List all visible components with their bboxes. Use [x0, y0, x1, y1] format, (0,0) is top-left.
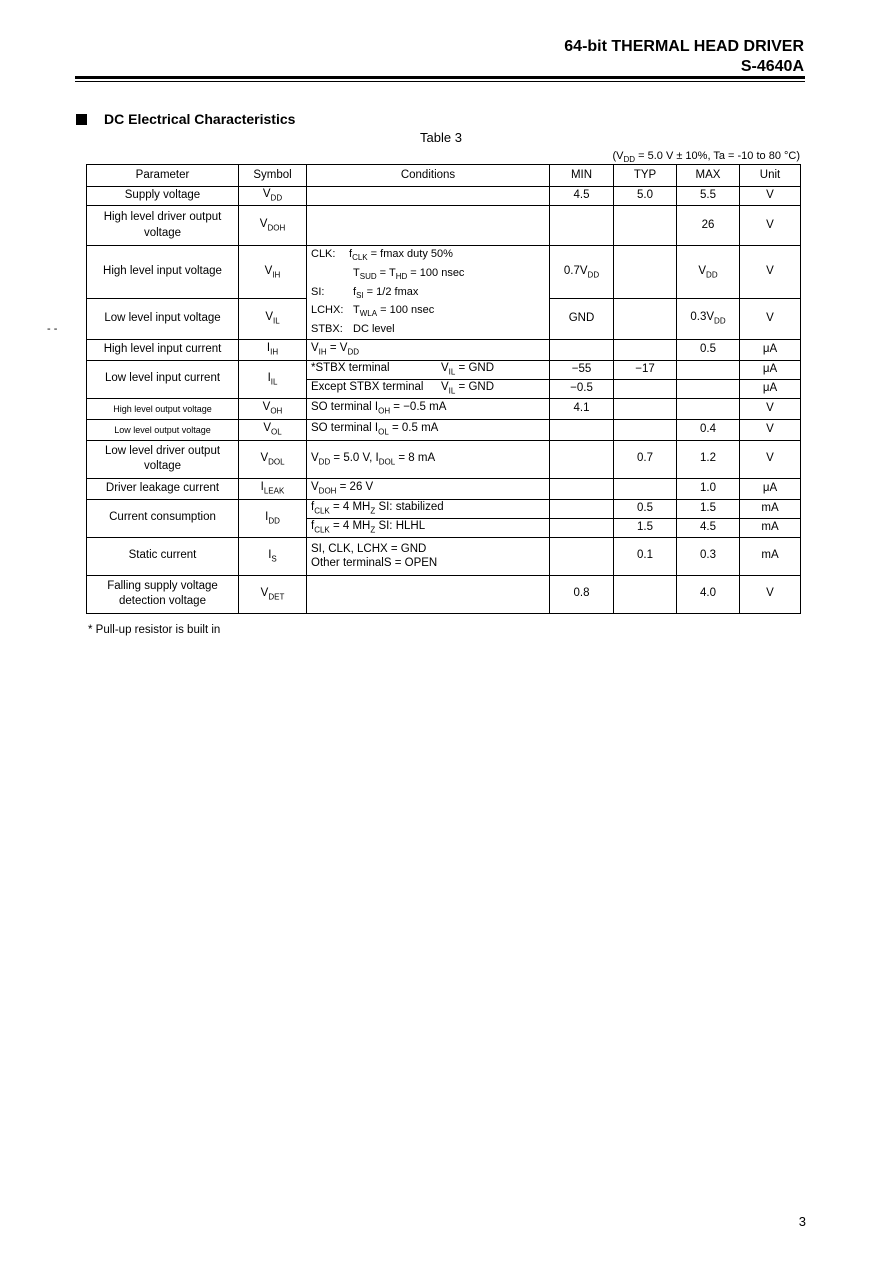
- typ-cell: 0.1: [614, 537, 677, 575]
- typ-cell: 0.5: [614, 499, 677, 518]
- conditions-cell: SO terminal $I_{OL} = 0.5$ mA: [307, 419, 550, 440]
- max-cell: 0.4: [677, 419, 740, 440]
- symbol-cell: $I_{LEAK}$: [239, 478, 307, 499]
- max-cell: 5.5: [677, 187, 740, 206]
- header-conditions: Conditions: [307, 165, 550, 187]
- param-cell: Current consumption: [87, 499, 239, 537]
- unit-cell: V: [740, 299, 801, 339]
- header-rule-thick: [75, 76, 805, 79]
- max-cell: $V_{DD}$: [677, 246, 740, 299]
- max-cell: 1.2: [677, 440, 740, 478]
- table-row: [87, 246, 801, 299]
- dc-characteristics-table: [86, 164, 801, 614]
- min-cell: 4.1: [550, 398, 614, 419]
- unit-cell: mA: [740, 537, 801, 575]
- unit-cell: μA: [740, 379, 801, 398]
- param-cell: High level driver output voltage: [87, 206, 239, 246]
- table-caption: Table 3: [420, 130, 462, 145]
- header-typ: TYP: [614, 165, 677, 187]
- min-cell: −0.5: [550, 379, 614, 398]
- conditions-cell: $V_{IH} = V_{DD}$: [307, 339, 550, 360]
- square-bullet-icon: [76, 114, 87, 125]
- typ-cell: [614, 246, 677, 299]
- typ-cell: [614, 206, 677, 246]
- conditions-cell: *STBX terminal $V_{IL}$ = GND: [307, 360, 550, 379]
- typ-cell: [614, 299, 677, 339]
- min-cell: 4.5: [550, 187, 614, 206]
- unit-cell: V: [740, 206, 801, 246]
- min-cell: 0.8: [550, 575, 614, 613]
- symbol-cell: $I_{IH}$: [239, 339, 307, 360]
- typ-cell: [614, 398, 677, 419]
- footnote: * Pull-up resistor is built in: [88, 624, 221, 636]
- unit-cell: μA: [740, 339, 801, 360]
- max-cell: 1.5: [677, 499, 740, 518]
- param-cell: High level input voltage: [87, 246, 239, 299]
- max-cell: $0.3V_{DD}$: [677, 299, 740, 339]
- symbol-cell: $V_{IL}$: [239, 299, 307, 339]
- table-row: [87, 206, 801, 246]
- max-cell: [677, 360, 740, 379]
- symbol-cell: $V_{IH}$: [239, 246, 307, 299]
- conditions-cell: $f_{CLK} = 4$ $MH_Z$ SI: stabilized: [307, 499, 550, 518]
- header-parameter: Parameter: [87, 165, 239, 187]
- header-symbol: Symbol: [239, 165, 307, 187]
- table-row: [87, 360, 801, 379]
- conditions-cell: [307, 187, 550, 206]
- max-cell: [677, 398, 740, 419]
- symbol-cell: $V_{OH}$: [239, 398, 307, 419]
- unit-cell: μA: [740, 360, 801, 379]
- symbol-cell: $V_{OL}$: [239, 419, 307, 440]
- symbol-cell: $V_{DOL}$: [239, 440, 307, 478]
- table-row: [87, 537, 801, 575]
- header-min: MIN: [550, 165, 614, 187]
- param-cell: Low level input current: [87, 360, 239, 398]
- table-row: [87, 499, 801, 518]
- min-cell: [550, 518, 614, 537]
- table-row: [87, 339, 801, 360]
- conditions-cell: CLK: $f_{CLK} = fmax$ duty 50% $T_{SUD} = T_{HD} = 100$ nsec SI: $f_{SI} = 1/2$ fmax LCHX: $T_{WLA} = 100$ nsec STBX: DC level: [307, 246, 550, 340]
- header-max: MAX: [677, 165, 740, 187]
- typ-cell: 0.7: [614, 440, 677, 478]
- conditions-cell: [307, 575, 550, 613]
- symbol-cell: $I_{DD}$: [239, 499, 307, 537]
- min-cell: [550, 339, 614, 360]
- conditions-cell: $V_{DOH} = 26$ V: [307, 478, 550, 499]
- conditions-cell: Except STBX terminal $V_{IL}$ = GND: [307, 379, 550, 398]
- max-cell: 26: [677, 206, 740, 246]
- min-cell: [550, 499, 614, 518]
- conditions-cell: SI, CLK, LCHX = GND Other terminalS = OPEN: [307, 537, 550, 575]
- symbol-cell: $I_S$: [239, 537, 307, 575]
- unit-cell: μA: [740, 478, 801, 499]
- conditions-cell: $f_{CLK} = 4$ $MH_Z$ SI: HLHL: [307, 518, 550, 537]
- table-row: [87, 440, 801, 478]
- typ-cell: 1.5: [614, 518, 677, 537]
- scan-mark: - -: [47, 323, 58, 335]
- max-cell: 0.3: [677, 537, 740, 575]
- param-cell: Low level driver output voltage: [87, 440, 239, 478]
- param-cell: Supply voltage: [87, 187, 239, 206]
- min-cell: [550, 419, 614, 440]
- page-number: 3: [798, 1214, 806, 1229]
- min-cell: $0.7V_{DD}$: [550, 246, 614, 299]
- param-cell: High level input current: [87, 339, 239, 360]
- table-row: [87, 187, 801, 206]
- typ-cell: 5.0: [614, 187, 677, 206]
- unit-cell: V: [740, 575, 801, 613]
- symbol-cell: $V_{DET}$: [239, 575, 307, 613]
- max-cell: 4.0: [677, 575, 740, 613]
- unit-cell: V: [740, 419, 801, 440]
- table-header-row: [87, 165, 801, 187]
- typ-cell: [614, 379, 677, 398]
- unit-cell: mA: [740, 499, 801, 518]
- min-cell: [550, 478, 614, 499]
- section-title: DC Electrical Characteristics: [104, 111, 296, 127]
- param-cell: Driver leakage current: [87, 478, 239, 499]
- max-cell: 4.5: [677, 518, 740, 537]
- param-cell: High level output voltage: [87, 398, 239, 419]
- max-cell: 0.5: [677, 339, 740, 360]
- unit-cell: V: [740, 187, 801, 206]
- param-cell: Low level output voltage: [87, 419, 239, 440]
- table-row: [87, 478, 801, 499]
- symbol-cell: $V_{DD}$: [239, 187, 307, 206]
- min-cell: [550, 206, 614, 246]
- unit-cell: V: [740, 440, 801, 478]
- min-cell: [550, 537, 614, 575]
- param-cell: Static current: [87, 537, 239, 575]
- min-cell: GND: [550, 299, 614, 339]
- typ-cell: [614, 339, 677, 360]
- min-cell: [550, 440, 614, 478]
- table-row: [87, 398, 801, 419]
- conditions-cell: [307, 206, 550, 246]
- unit-cell: mA: [740, 518, 801, 537]
- symbol-cell: $I_{IL}$: [239, 360, 307, 398]
- section-heading: [76, 111, 295, 127]
- min-cell: −55: [550, 360, 614, 379]
- header-unit: Unit: [740, 165, 801, 187]
- typ-cell: −17: [614, 360, 677, 379]
- max-cell: 1.0: [677, 478, 740, 499]
- table-row: [87, 419, 801, 440]
- param-cell: Low level input voltage: [87, 299, 239, 339]
- max-cell: [677, 379, 740, 398]
- conditions-cell: $V_{DD} = 5.0$ V, $I_{DOL} = 8$ mA: [307, 440, 550, 478]
- typ-cell: [614, 478, 677, 499]
- typ-cell: [614, 575, 677, 613]
- unit-cell: V: [740, 246, 801, 299]
- header-rule-thin: [75, 81, 805, 82]
- test-conditions: ($V_{DD} = 5.0$ V ± 10%, Ta = -10 to 80 °C): [612, 150, 800, 165]
- table-row: [87, 575, 801, 613]
- part-number: S-4640A: [740, 58, 804, 75]
- symbol-cell: $V_{DOH}$: [239, 206, 307, 246]
- param-cell: Falling supply voltage detection voltage: [87, 575, 239, 613]
- typ-cell: [614, 419, 677, 440]
- unit-cell: V: [740, 398, 801, 419]
- conditions-cell: SO terminal $I_{OH} = -0.5$ mA: [307, 398, 550, 419]
- document-title: 64-bit THERMAL HEAD DRIVER: [564, 38, 804, 55]
